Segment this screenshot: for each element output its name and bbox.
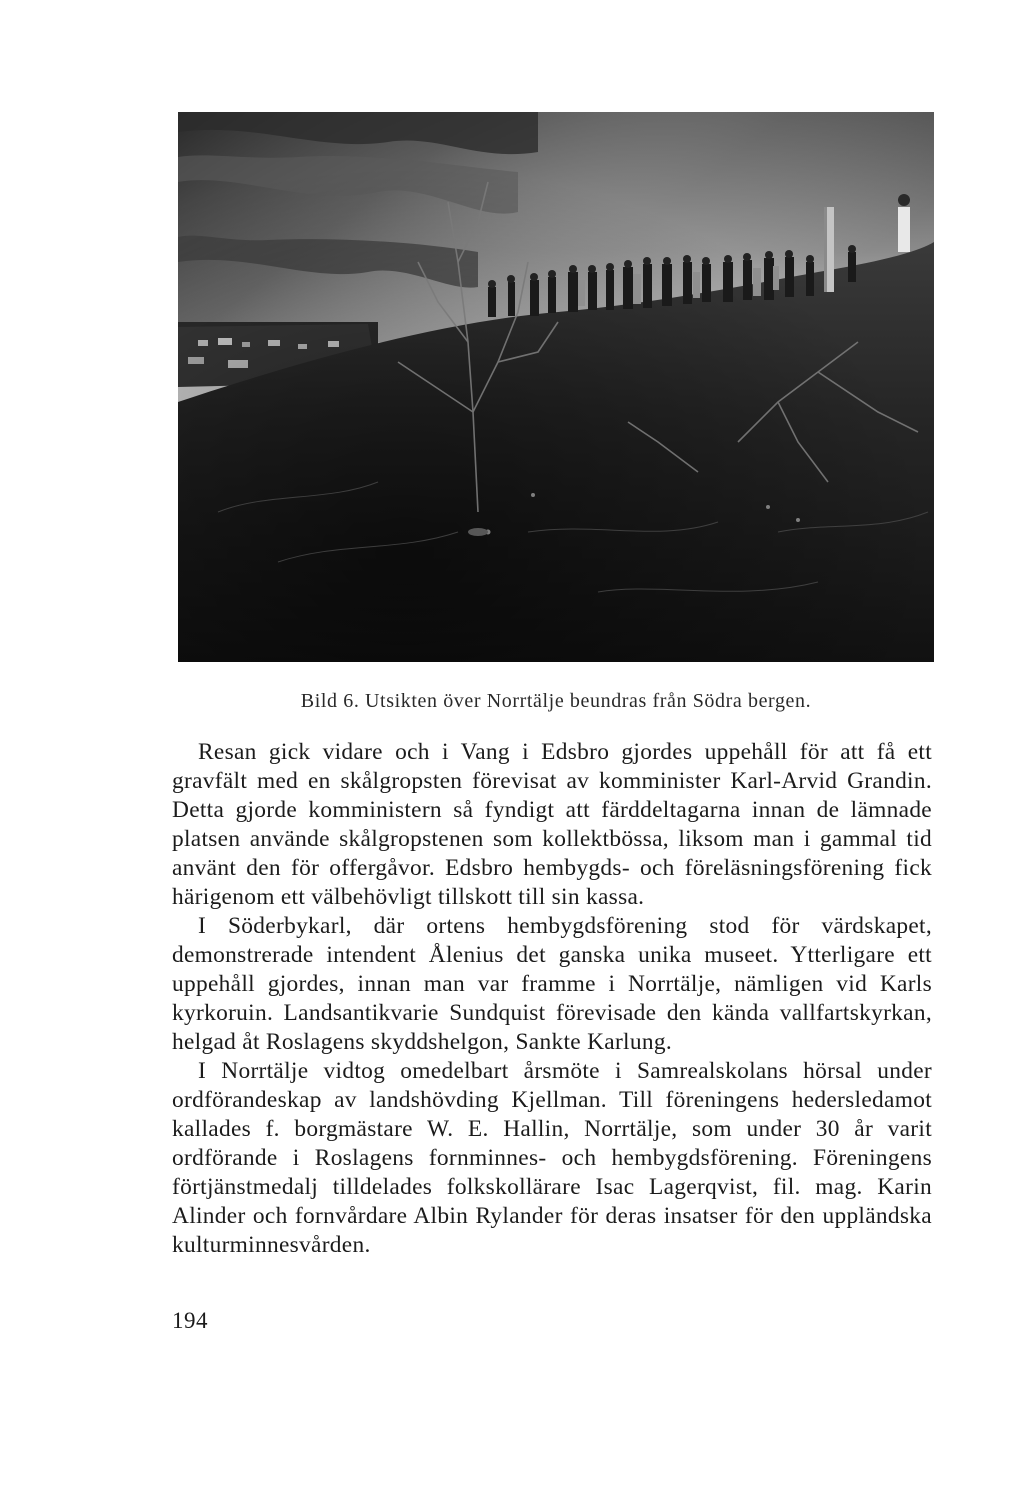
paragraph: Resan gick vidare och i Vang i Edsbro gjordes uppehåll för att få ett gravfält med en skålgropsten förevisat av komminister Karl-Arvid Grandin. Detta gjorde komministern så fyndigt att färddeltagarna innan de lämnade platsen använde skålgropstenen som kollektbössa, liksom man i gammal tid använt den för offergåvor. Edsbro hembygds- och föreläsningsförening fick härigenom ett välbehövligt tillskott till sin kassa.: [172, 739, 932, 910]
figure-caption: Bild 6. Utsikten över Norrtälje beundras från Södra bergen.: [300, 690, 812, 712]
photo-illustration: [178, 112, 934, 662]
body-text: [172, 738, 932, 1260]
photograph: [178, 112, 934, 662]
paragraph: I Söderbykarl, där ortens hembygdsförening stod för värdskapet, demonstrerade intendent Ålenius det ganska unika museet. Ytterligare ett uppehåll gjordes, innan man var framme i Norrtälje, nämligen vid Karls kyrkoruin. Landsantikvarie Sundquist förevisade den kända vallfartskyrkan, helgad åt Roslagens skyddshelgon, Sankte Karlung.: [172, 913, 932, 1055]
page-number: 194: [172, 1308, 208, 1333]
paragraph: I Norrtälje vidtog omedelbart årsmöte i Samrealskolans hörsal under ordförandeskap av landshövding Kjellman. Till föreningens hedersledamot kallades f. borgmästare W. E. Hallin, Norrtälje, som under 30 år varit ordförande i Roslagens fornminnes- och hembygdsförening. Föreningens förtjänstmedalj tilldelades folkskollärare Isac Lagerqvist, fil. mag. Karin Alinder och fornvårdare Albin Rylander för deras insatser för den uppländska kulturminnesvården.: [172, 1058, 932, 1258]
